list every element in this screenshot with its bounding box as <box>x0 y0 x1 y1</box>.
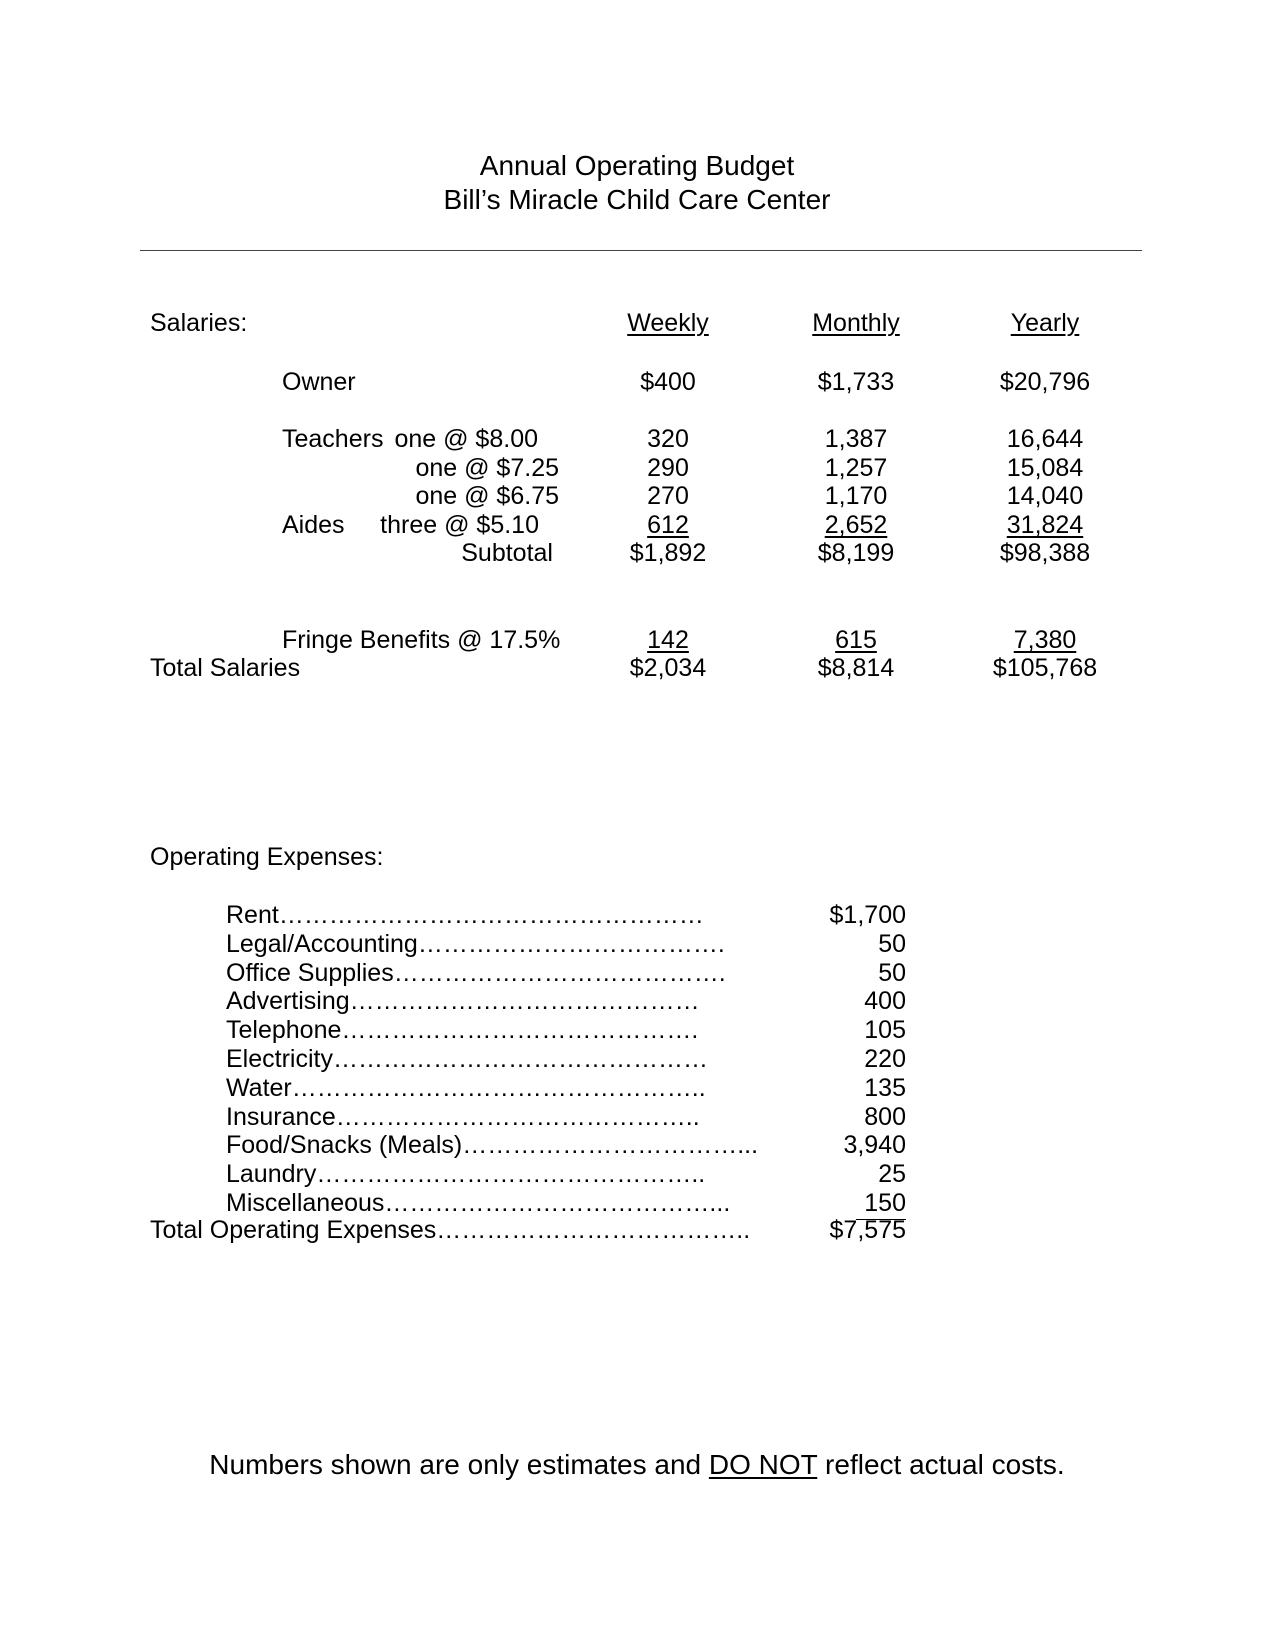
row-label: Total Salaries <box>150 654 301 682</box>
monthly-value: 1,387 <box>824 425 888 453</box>
dot-leader: ……………………………... <box>462 1131 759 1159</box>
amount-value: 105 <box>864 1016 906 1044</box>
monthly-value: $8,814 <box>817 654 895 682</box>
row-label <box>226 989 700 1014</box>
column-header-monthly: Monthly <box>812 309 900 337</box>
yearly-value: $98,388 <box>999 539 1091 567</box>
amount-value: $7,575 <box>829 1216 906 1244</box>
row-label: one @ $6.75 <box>415 482 559 510</box>
disclaimer-text: reflect actual costs. <box>817 1449 1065 1480</box>
row-label <box>226 1133 758 1158</box>
monthly-value: 1,257 <box>824 454 888 482</box>
amount-value: $1,700 <box>829 901 906 929</box>
amount-value: 3,940 <box>843 1131 906 1159</box>
label-text: Total Operating Expenses <box>150 1216 437 1244</box>
row-label <box>226 1191 730 1216</box>
yearly-value: $105,768 <box>992 654 1098 682</box>
amount-value: 150 <box>864 1189 906 1217</box>
row-label <box>226 1047 708 1072</box>
header-divider <box>140 250 1142 251</box>
dot-leader: ………………………………. <box>417 930 725 958</box>
column-header-weekly: Weekly <box>627 309 709 337</box>
yearly-value: 16,644 <box>1006 425 1084 453</box>
weekly-value: $2,034 <box>629 654 707 682</box>
yearly-value: 7,380 <box>1013 626 1077 654</box>
weekly-value: $1,892 <box>629 539 707 567</box>
monthly-value: 1,170 <box>824 482 888 510</box>
monthly-value: $8,199 <box>817 539 895 567</box>
row-label <box>226 1076 706 1101</box>
amount-value: 800 <box>864 1103 906 1131</box>
row-label: one @ $8.00 <box>394 425 538 453</box>
disclaimer-text: Numbers shown are only estimates and <box>209 1449 709 1480</box>
weekly-value: 142 <box>647 626 689 654</box>
row-label <box>226 961 726 986</box>
row-label <box>226 1105 700 1130</box>
row-label <box>226 903 704 928</box>
dot-leader: ………………………………………….. <box>291 1074 706 1102</box>
label-text: Electricity <box>226 1045 333 1073</box>
yearly-value: $20,796 <box>999 368 1091 396</box>
disclaimer-note <box>209 1451 1064 1479</box>
label-text: Laundry <box>226 1160 317 1188</box>
monthly-value: 615 <box>835 626 877 654</box>
dot-leader: …………………………………. <box>393 959 726 987</box>
amount-value: 25 <box>878 1160 906 1188</box>
row-label: Subtotal <box>461 539 553 567</box>
label-text: Food/Snacks (Meals) <box>226 1131 463 1159</box>
dot-leader: …………………………………… <box>349 987 700 1015</box>
group-label-aides: Aides <box>282 511 345 539</box>
yearly-value: 15,084 <box>1006 454 1084 482</box>
label-text: Rent <box>226 901 279 929</box>
dot-leader: ……………………………………… <box>332 1045 708 1073</box>
document-subtitle: Bill’s Miracle Child Care Center <box>443 184 831 215</box>
row-label: Fringe Benefits @ 17.5% <box>282 626 561 654</box>
column-header-yearly: Yearly <box>1010 309 1080 337</box>
weekly-value: $400 <box>640 368 696 396</box>
row-label: one @ $7.25 <box>415 454 559 482</box>
weekly-value: 320 <box>647 425 689 453</box>
operating-section-label: Operating Expenses: <box>150 843 384 871</box>
dot-leader: ……………………………………. <box>341 1016 699 1044</box>
row-label: Owner <box>282 368 356 396</box>
monthly-value: $1,733 <box>817 368 895 396</box>
row-label <box>226 932 725 957</box>
amount-value: 135 <box>864 1074 906 1102</box>
label-text: Advertising <box>226 987 350 1015</box>
yearly-value: 14,040 <box>1006 482 1084 510</box>
row-label <box>150 1218 750 1243</box>
amount-value: 220 <box>864 1045 906 1073</box>
label-text: Water <box>226 1074 292 1102</box>
amount-value: 50 <box>878 959 906 987</box>
weekly-value: 612 <box>647 511 689 539</box>
dot-leader: …………………………………………… <box>278 901 704 929</box>
monthly-value: 2,652 <box>824 511 888 539</box>
label-text: Insurance <box>226 1103 336 1131</box>
dot-leader: …………………………………….. <box>335 1103 700 1131</box>
disclaimer-emphasis: DO NOT <box>708 1449 818 1480</box>
dot-leader: ……………………………………….. <box>316 1160 706 1188</box>
label-text: Legal/Accounting <box>226 930 418 958</box>
weekly-value: 290 <box>647 454 689 482</box>
salaries-section-label: Salaries: <box>150 309 248 337</box>
row-label <box>226 1162 705 1187</box>
label-text: Telephone <box>226 1016 342 1044</box>
yearly-value: 31,824 <box>1006 511 1084 539</box>
row-label <box>226 1018 698 1043</box>
group-label-teachers: Teachers <box>282 425 384 453</box>
dot-leader: …………………………………... <box>384 1189 731 1217</box>
label-text: Miscellaneous <box>226 1189 385 1217</box>
dot-leader: ……………………………….. <box>436 1216 751 1244</box>
weekly-value: 270 <box>647 482 689 510</box>
label-text: Office Supplies <box>226 959 394 987</box>
amount-value: 400 <box>864 987 906 1015</box>
document-title: Annual Operating Budget <box>479 150 795 181</box>
row-label: three @ $5.10 <box>380 511 539 539</box>
amount-value: 50 <box>878 930 906 958</box>
